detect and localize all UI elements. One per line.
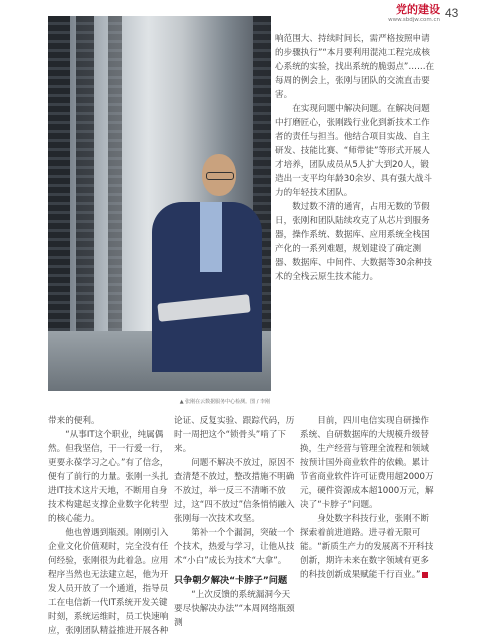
- text-column-1: [48, 414, 172, 638]
- paragraph: “上次反馈的系统漏洞今天要尽快解决办法”“本周网络瓶颈测: [174, 590, 295, 628]
- text-column-3-bottom: [300, 414, 436, 582]
- text-column-3: [275, 32, 435, 284]
- magazine-url: www.sbdjw.com.cn: [388, 17, 440, 23]
- paragraph: 他也曾遇到瓶颈。刚刚引入企业文化价值观时，完全没有任何经验，张刚很为此着急。应用程序当然也无法建立起，他为开发人员开放了一个通道，指导员工在电信新一代IT系统开发关键时刻，系统运维时，员工快速响应，张刚团队精益推进开展各种: [48, 528, 169, 636]
- paragraph: 数过数不清的通宵，占用无数的节假日，张刚和团队陆续攻克了从芯片到服务器，操作系统、数据库、应用系统全栈国产化的一系列难题，规划建设了确定测器、数据库、中间件、大数据等30余种技术的全栈云原生技术能力。: [275, 202, 433, 282]
- paragraph: “从事IT这个职业，纯属偶然。但我坚信，干一行爱一行，更要永葆学习之心。”有了信念，便有了前行的力量。张刚一头扎进IT技术这片天地，不断用自身技术构建起支撑企业数字化转型的核心能力。: [48, 430, 169, 524]
- photo-caption: ▲ 张刚在云数据服务中心检测。图 / 李刚: [179, 399, 270, 405]
- text-column-2: [174, 414, 296, 630]
- paragraph: 响范围大、持续时间长，需严格按照申请的步骤执行”“本月要利用混沌工程完成核心系统的实验，找出系统的脆弱点”……在每周的例会上，张刚与团队的交流直击要害。: [275, 34, 435, 100]
- end-mark-icon: [422, 572, 428, 578]
- paragraph: 第补一个个漏洞，突破一个个技术，热爱与学习，让他从技术“小白”成长为技术“大拿”。: [174, 528, 295, 566]
- paragraph: 在实现问题中解决问题。在解决问题中打磨匠心，张刚践行业化到新技术工作者的责任与担当。他结合项目实战、自主研发、技能比赛、“师带徒”等形式开展人才培养，团队成员从5人扩大到20人，锻造出一支平均年龄30余岁、具有强大战斗力的年轻技术团队。: [275, 104, 433, 198]
- paragraph: [300, 512, 436, 582]
- paragraph: 带来的便利。: [48, 416, 100, 426]
- paragraph: 目前，四川电信实现自研操作系统、自研数据库的大规模升级替换，生产经营与管理全流程和领域按预计国外商业软件的依赖。累计节省商业软件许可证费用超2000万元，硬件资源成本超1000万元，解决了“卡脖子”问题。: [300, 416, 434, 510]
- paragraph-text: 身处数字科技行业，张刚不断探索着前进道路。进寻着无限可能。“新质生产力的发展离不开科技创新，期许未来在数字领域有更多的科技创新成果赋能千行百业。”: [300, 514, 434, 580]
- magazine-logo: 党的建设: [396, 3, 440, 16]
- magazine-brand: [370, 4, 440, 24]
- page-number: 43: [445, 6, 459, 20]
- section-heading: 只争朝夕解决“卡脖子”问题: [174, 575, 288, 586]
- paragraph: 问题不解决不放过，原因不查清楚不放过，整改措施不明确不放过，举一反三不清晰不放过，这“四不放过”信条悄悄融入张刚每一次技术攻坚。: [174, 458, 295, 524]
- article-photo: [48, 16, 271, 391]
- paragraph: 论证、反复实验、跟踪代码，历时一周把这个“锁骨头”啃了下来。: [174, 416, 295, 454]
